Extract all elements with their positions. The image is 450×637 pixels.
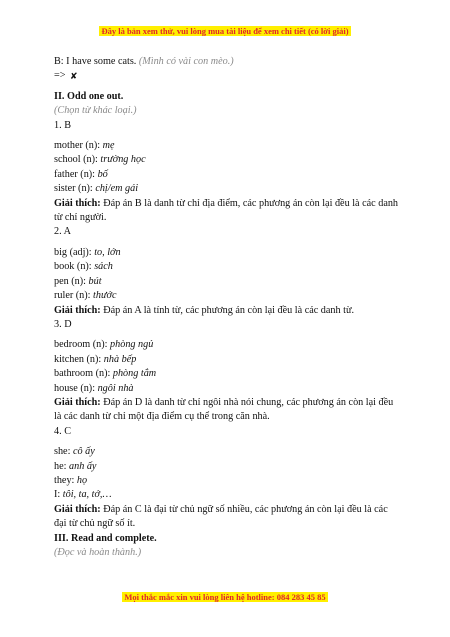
vocab-item <box>54 367 400 381</box>
preview-notice-text: Đây là bản xem thử, vui lòng mua tài liệu để xem chi tiết (có lời giải) <box>101 26 349 36</box>
vocab-item <box>54 246 400 260</box>
vocab-meaning: chị/em gái <box>95 183 139 195</box>
vocab-meaning: to, lớn <box>94 246 121 258</box>
vocab-word: bedroom (n): <box>54 339 108 351</box>
answer-line <box>54 55 400 69</box>
vocab-item <box>54 275 400 289</box>
vocab-word: they: <box>54 474 75 486</box>
vocab-word: kitchen (n): <box>54 353 102 365</box>
answer-text: B: I have some cats. <box>54 56 137 67</box>
vocab-meaning: cô ấy <box>72 446 95 458</box>
explanation <box>54 197 400 226</box>
vocab-item <box>54 382 400 396</box>
vocab-item <box>54 289 400 303</box>
vocab-meaning: ngôi nhà <box>97 382 134 394</box>
vocab-meaning: bố <box>97 168 108 180</box>
vocab-meaning: sách <box>94 261 113 273</box>
vocab-meaning: bút <box>88 275 102 287</box>
result-line <box>54 69 400 83</box>
preview-notice-banner <box>0 26 450 36</box>
explanation-text: Đáp án C là đại từ chủ ngữ số nhiều, các phương án còn lại đều là các đại từ chủ ngữ số ít. <box>54 503 388 530</box>
vocab-word: ruler (n): <box>54 290 91 302</box>
arrow-symbol: => <box>54 70 66 82</box>
vocab-meaning: thước <box>93 290 117 302</box>
section-subtitle-odd-one-out: (Chọn từ khác loại.) <box>54 105 137 117</box>
vocab-item <box>54 153 400 167</box>
vocab-word: bathroom (n): <box>54 368 111 380</box>
vocab-item <box>54 139 400 153</box>
hotline-text: Mọi thắc mắc xin vui lòng liên hệ hotline: 084 283 45 85 <box>124 592 326 602</box>
vocab-meaning: tôi, ta, tớ,… <box>62 489 112 501</box>
explanation <box>54 304 400 318</box>
question-answer: 1. B <box>54 119 71 131</box>
vocab-item <box>54 488 400 502</box>
vocab-meaning: nhà bếp <box>103 353 137 365</box>
vocab-word: mother (n): <box>54 140 101 152</box>
explanation-text: Đáp án D là danh từ chỉ ngôi nhà nói chung, các phương án còn lại đều là các danh từ chỉ một địa điểm cụ thể trong căn nhà. <box>54 396 394 423</box>
explanation-label: Giải thích: <box>54 396 101 408</box>
vocab-word: he: <box>54 460 67 472</box>
vocab-word: sister (n): <box>54 183 93 195</box>
explanation-text: Đáp án B là danh từ chỉ địa điểm, các phương án còn lại đều là các danh từ chỉ người. <box>54 197 399 224</box>
cross-mark-icon: ✘ <box>70 71 78 82</box>
section-title-odd-one-out: II. Odd one out. <box>54 90 124 102</box>
section-subtitle-read-and-complete: (Đọc và hoàn thành.) <box>54 547 142 558</box>
hotline-banner <box>0 592 450 602</box>
question-answer: 2. A <box>54 226 71 238</box>
vocab-word: she: <box>54 446 71 458</box>
vocab-word: father (n): <box>54 168 96 180</box>
vocab-item <box>54 460 400 474</box>
question-answer: 4. C <box>54 425 71 437</box>
explanation-label: Giải thích: <box>54 503 101 515</box>
vocab-meaning: trường học <box>100 154 146 166</box>
vocab-word: I: <box>54 489 61 501</box>
vocab-word: big (adj): <box>54 246 92 258</box>
section-title-read-and-complete: III. Read and complete. <box>54 532 157 544</box>
question-answer: 3. D <box>54 318 72 330</box>
vocab-meaning: phòng ngủ <box>110 339 154 351</box>
vocab-word: pen (n): <box>54 275 86 287</box>
explanation <box>54 396 400 425</box>
vocab-meaning: phòng tắm <box>112 368 157 380</box>
explanation-label: Giải thích: <box>54 304 101 316</box>
vocab-word: school (n): <box>54 154 98 166</box>
vocab-item <box>54 168 400 182</box>
vocab-meaning: mẹ <box>102 140 115 152</box>
vocab-item <box>54 338 400 352</box>
vocab-item <box>54 182 400 196</box>
explanation <box>54 503 400 532</box>
answer-translation: (Mình có vài con mèo.) <box>138 56 234 67</box>
explanation-text: Đáp án A là tính từ, các phương án còn lại đều là các danh từ. <box>103 304 355 316</box>
vocab-item <box>54 260 400 274</box>
vocab-item <box>54 353 400 367</box>
vocab-meaning: anh ấy <box>69 460 97 472</box>
document-body <box>54 55 400 560</box>
explanation-label: Giải thích: <box>54 197 101 209</box>
vocab-item <box>54 445 400 459</box>
vocab-meaning: họ <box>76 474 88 486</box>
vocab-word: house (n): <box>54 382 96 394</box>
vocab-item <box>54 474 400 488</box>
vocab-word: book (n): <box>54 261 92 273</box>
